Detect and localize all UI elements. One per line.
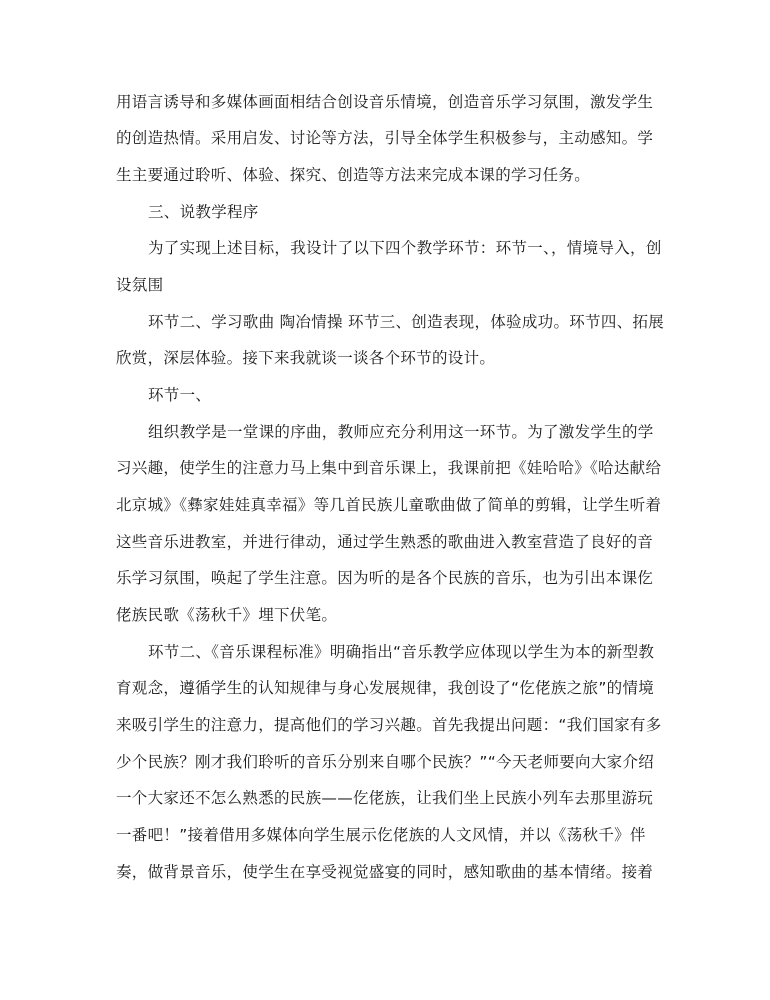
text-line: 这些音乐进教室，并进行律动，通过学生熟悉的歌曲进入教室营造了良好的音 (116, 533, 654, 551)
text-line: 的创造热情。采用启发、讨论等方法，引导全体学生积极参与，主动感知。学 (116, 129, 654, 147)
subsection-heading: 环节一、 (148, 386, 212, 404)
text-line: 少个民族？刚才我们聆听的音乐分别来自哪个民族？”“今天老师要向大家介绍 (116, 753, 655, 771)
text-line: 为了实现上述目标，我设计了以下四个教学环节：环节一、，情境导入，创 (148, 239, 662, 257)
text-line: 佬族民歌《荡秋千》埋下伏笔。 (116, 606, 338, 624)
text-line: 习兴趣，使学生的注意力马上集中到音乐课上，我课前把《娃哈哈》《哈达献给 (116, 459, 662, 477)
text-line: 育观念，遵循学生的认知规律与身心发展规律，我创设了“仡佬族之旅”的情境 (116, 679, 655, 697)
text-line: 一个大家还不怎么熟悉的民族——仡佬族，让我们坐上民族小列车去那里游玩 (116, 789, 654, 807)
text-line: 生主要通过聆听、体验、探究、创造等方法来完成本课的学习任务。 (116, 166, 591, 184)
text-line: 设氛围 (116, 276, 164, 294)
text-line: 奏，做背景音乐，使学生在享受视觉盛宴的同时，感知歌曲的基本情绪。接着 (116, 863, 654, 881)
text-line: 用语言诱导和多媒体画面相结合创设音乐情境，创造音乐学习氛围，激发学生 (116, 93, 654, 111)
text-line: 乐学习氛围，唤起了学生注意。因为听的是各个民族的音乐，也为引出本课仡 (116, 569, 654, 587)
text-line: 环节二、学习歌曲 陶冶情操 环节三、创造表现，体验成功。环节四、拓展 (148, 313, 665, 331)
text-line: 组织教学是一堂课的序曲，教师应充分利用这一环节。为了激发学生的学 (148, 423, 654, 441)
text-line: 来吸引学生的注意力，提高他们的学习兴趣。首先我提出问题：“我们国家有多 (116, 716, 662, 734)
section-heading: 三、说教学程序 (148, 203, 259, 221)
text-line: 环节二、《音乐课程标准》明确指出“音乐教学应体现以学生为本的新型教 (148, 643, 655, 661)
text-line: 欣赏，深层体验。接下来我就谈一谈各个环节的设计。 (116, 349, 496, 367)
text-line: 一番吧！”接着借用多媒体向学生展示仡佬族的人文风情，并以《荡秋千》伴 (116, 826, 646, 844)
text-line: 北京城》《彝家娃娃真幸福》等几首民族儿童歌曲做了简单的剪辑，让学生听着 (116, 496, 662, 514)
